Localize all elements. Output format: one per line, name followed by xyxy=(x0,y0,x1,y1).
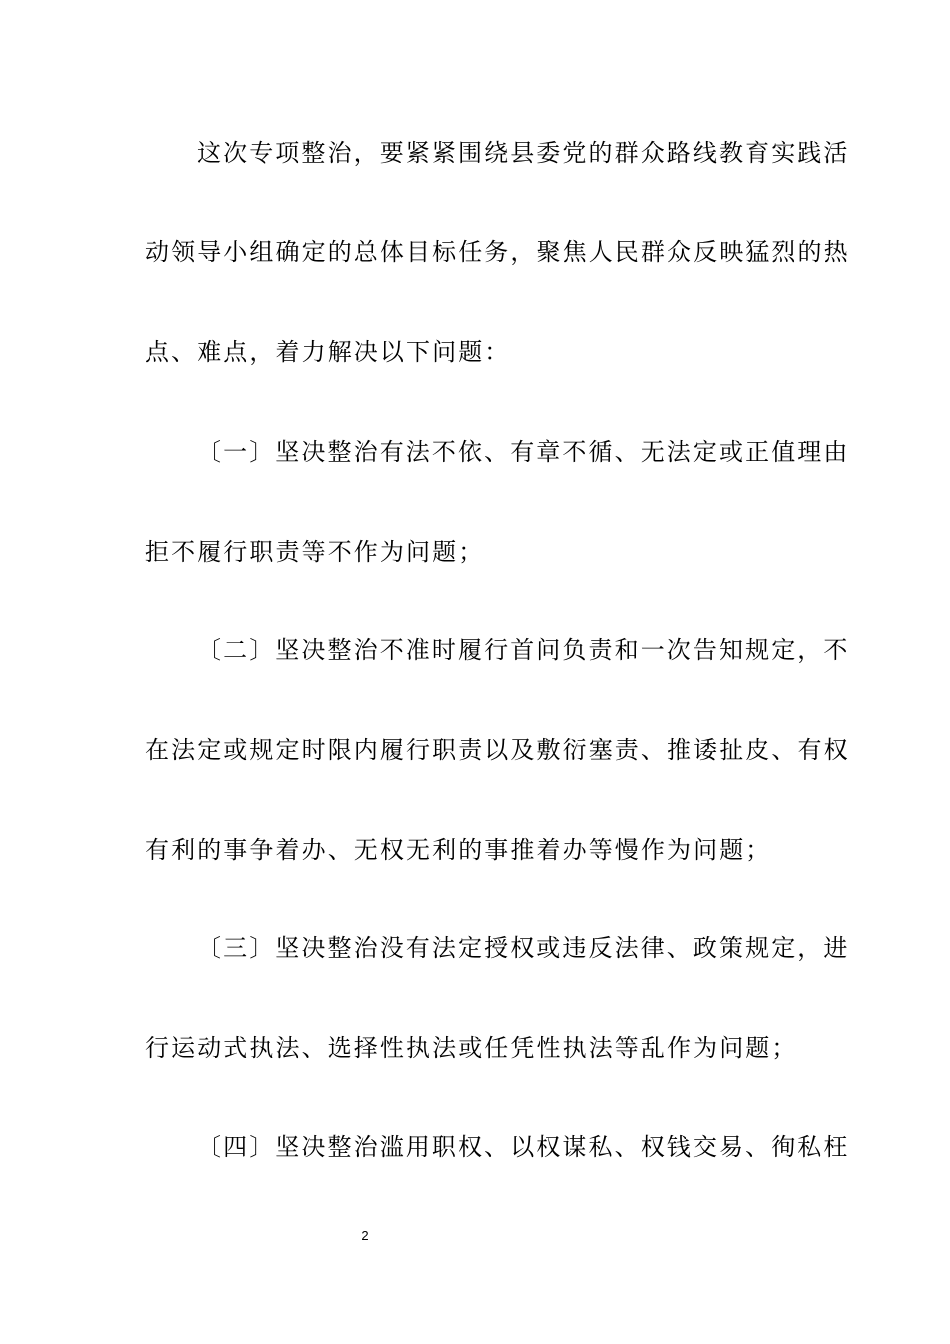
paragraph-line: 有利的事争着办、无权无利的事推着办等慢作为问题； xyxy=(145,836,772,864)
paragraph-line: 〔四〕坚决整治滥用职权、以权谋私、权钱交易、徇私枉 xyxy=(197,1133,850,1161)
paragraph-line: 行运动式执法、选择性执法或任凭性执法等乱作为问题； xyxy=(145,1034,798,1062)
paragraph-line: 〔一〕坚决整治有法不依、有章不循、无法定或正值理由 xyxy=(197,438,850,466)
paragraph-line: 动领导小组确定的总体目标任务，聚焦人民群众反映猛烈的热 xyxy=(145,238,850,266)
paragraph-line: 〔二〕坚决整治不准时履行首问负责和一次告知规定，不 xyxy=(197,636,850,664)
paragraph-line: 在法定或规定时限内履行职责以及敷衍塞责、推诿扯皮、有权 xyxy=(145,736,850,764)
paragraph-line: 拒不履行职责等不作为问题； xyxy=(145,538,485,566)
paragraph-line: 〔三〕坚决整治没有法定授权或违反法律、政策规定，进 xyxy=(197,934,850,962)
paragraph-line: 这次专项整治，要紧紧围绕县委党的群众路线教育实践活 xyxy=(197,139,850,167)
paragraph-line: 点、难点，着力解决以下问题： xyxy=(145,338,511,366)
page-number: 2 xyxy=(361,1228,369,1243)
